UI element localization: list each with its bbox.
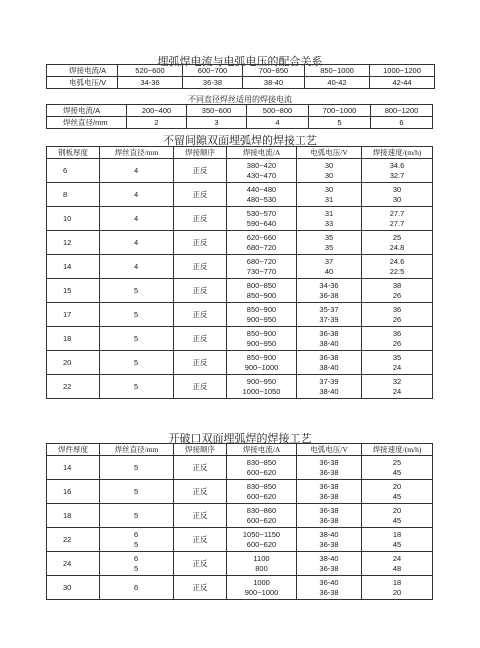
value-cell: 5 bbox=[309, 117, 371, 129]
speed-line: 27.7 bbox=[389, 208, 405, 218]
speed-line: 45 bbox=[392, 539, 402, 549]
sequence-cell: 正反 bbox=[174, 327, 227, 351]
table-row bbox=[47, 456, 433, 480]
voltage-line: 36-38 bbox=[319, 505, 339, 515]
speed-line: 30 bbox=[392, 184, 402, 194]
current-line: 730~770 bbox=[246, 266, 277, 276]
speed-cell bbox=[362, 576, 433, 600]
voltage-line: 36-38 bbox=[319, 457, 339, 467]
diameter-line: 4 bbox=[134, 165, 139, 175]
current-cell bbox=[227, 303, 297, 327]
speed-line: 32.7 bbox=[389, 170, 405, 180]
table-row bbox=[47, 327, 433, 351]
table-row bbox=[47, 303, 433, 327]
thickness-cell: 14 bbox=[47, 456, 100, 480]
current-cell bbox=[227, 207, 297, 231]
sequence-cell: 正反 bbox=[174, 279, 227, 303]
voltage-cell bbox=[297, 279, 362, 303]
current-cell bbox=[227, 327, 297, 351]
current-cell bbox=[227, 183, 297, 207]
value-cell: 800~1200 bbox=[371, 105, 433, 117]
current-line: 380~420 bbox=[246, 160, 277, 170]
diameter-cell bbox=[100, 480, 174, 504]
header-cell: 电弧电压/V bbox=[297, 147, 362, 159]
thickness-cell: 18 bbox=[47, 504, 100, 528]
diameter-line: 4 bbox=[134, 189, 139, 199]
diameter-line: 5 bbox=[134, 539, 139, 549]
speed-cell bbox=[362, 231, 433, 255]
thickness-cell: 30 bbox=[47, 576, 100, 600]
sequence-cell: 正反 bbox=[174, 207, 227, 231]
table-row bbox=[47, 480, 433, 504]
voltage-line: 38-40 bbox=[319, 386, 339, 396]
voltage-cell bbox=[297, 255, 362, 279]
diameter-line: 4 bbox=[134, 237, 139, 247]
sequence-cell: 正反 bbox=[174, 552, 227, 576]
current-cell bbox=[227, 231, 297, 255]
current-line: 800 bbox=[255, 563, 268, 573]
voltage-cell bbox=[297, 183, 362, 207]
speed-line: 24 bbox=[392, 362, 402, 372]
value-cell: 36-38 bbox=[183, 77, 243, 89]
voltage-line: 36-40 bbox=[319, 577, 339, 587]
speed-line: 26 bbox=[392, 290, 402, 300]
value-cell: 3 bbox=[187, 117, 247, 129]
current-cell bbox=[227, 552, 297, 576]
sequence-cell: 正反 bbox=[174, 576, 227, 600]
current-line: 830~860 bbox=[246, 505, 277, 515]
speed-line: 24 bbox=[392, 386, 402, 396]
voltage-line: 38-40 bbox=[319, 553, 339, 563]
diameter-line: 5 bbox=[134, 357, 139, 367]
current-line: 900~950 bbox=[246, 314, 277, 324]
table-row bbox=[47, 576, 433, 600]
current-cell bbox=[227, 279, 297, 303]
current-cell bbox=[227, 456, 297, 480]
row-header-cell: 焊接电流/A bbox=[47, 105, 127, 117]
speed-cell bbox=[362, 456, 433, 480]
current-cell bbox=[227, 255, 297, 279]
current-line: 480~530 bbox=[246, 194, 277, 204]
thickness-cell: 10 bbox=[47, 207, 100, 231]
header-cell: 焊丝直径/mm bbox=[100, 147, 174, 159]
speed-line: 20 bbox=[392, 481, 402, 491]
voltage-line: 31 bbox=[324, 208, 334, 218]
voltage-cell bbox=[297, 576, 362, 600]
thickness-cell: 15 bbox=[47, 279, 100, 303]
speed-line: 18 bbox=[392, 577, 402, 587]
table-row bbox=[47, 552, 433, 576]
diameter-cell bbox=[100, 327, 174, 351]
voltage-line: 36-38 bbox=[319, 467, 339, 477]
table2-title: 不同直径焊丝适用的焊接电流 bbox=[188, 95, 292, 104]
value-cell: 500~800 bbox=[247, 105, 309, 117]
voltage-line: 30 bbox=[324, 184, 334, 194]
diameter-line: 5 bbox=[134, 510, 139, 520]
voltage-line: 36-38 bbox=[319, 481, 339, 491]
voltage-line: 34-36 bbox=[319, 280, 339, 290]
diameter-cell bbox=[100, 255, 174, 279]
current-line: 1050~1150 bbox=[242, 529, 281, 539]
value-cell: 34-36 bbox=[118, 77, 183, 89]
speed-line: 32 bbox=[392, 376, 402, 386]
value-cell: 1000~1200 bbox=[370, 65, 435, 77]
diameter-line: 4 bbox=[134, 261, 139, 271]
table4-title: 开破口双面埋弧焊的焊接工艺 bbox=[168, 433, 312, 445]
thickness-cell: 8 bbox=[47, 183, 100, 207]
speed-line: 38 bbox=[392, 280, 402, 290]
diameter-line: 6 bbox=[134, 529, 139, 539]
current-line: 850~900 bbox=[246, 352, 277, 362]
header-cell: 焊丝直径/mm bbox=[100, 444, 174, 456]
speed-line: 26 bbox=[392, 314, 402, 324]
voltage-line: 30 bbox=[324, 170, 334, 180]
speed-line: 25 bbox=[392, 232, 402, 242]
current-line: 850~900 bbox=[246, 290, 277, 300]
speed-line: 35 bbox=[392, 352, 402, 362]
speed-line: 24.8 bbox=[389, 242, 405, 252]
diameter-cell bbox=[100, 207, 174, 231]
diameter-cell bbox=[100, 375, 174, 399]
header-cell: 焊接电流/A bbox=[227, 147, 297, 159]
thickness-cell: 20 bbox=[47, 351, 100, 375]
voltage-cell bbox=[297, 159, 362, 183]
voltage-line: 35-37 bbox=[319, 304, 339, 314]
voltage-cell bbox=[297, 303, 362, 327]
voltage-line: 37 bbox=[324, 256, 334, 266]
diameter-cell bbox=[100, 303, 174, 327]
diameter-line: 5 bbox=[134, 333, 139, 343]
value-cell: 40-42 bbox=[305, 77, 370, 89]
diameter-line: 5 bbox=[134, 381, 139, 391]
voltage-cell bbox=[297, 552, 362, 576]
table-row bbox=[47, 255, 433, 279]
thickness-cell: 12 bbox=[47, 231, 100, 255]
current-cell bbox=[227, 480, 297, 504]
diameter-line: 6 bbox=[134, 582, 139, 592]
voltage-line: 36-38 bbox=[319, 290, 339, 300]
voltage-cell bbox=[297, 480, 362, 504]
speed-line: 45 bbox=[392, 515, 402, 525]
sequence-cell: 正反 bbox=[174, 375, 227, 399]
value-cell: 700~1000 bbox=[309, 105, 371, 117]
diameter-cell bbox=[100, 183, 174, 207]
voltage-line: 37-39 bbox=[319, 314, 339, 324]
table-row bbox=[47, 65, 435, 77]
value-cell: 350~600 bbox=[187, 105, 247, 117]
current-line: 440~480 bbox=[246, 184, 277, 194]
thickness-cell: 22 bbox=[47, 528, 100, 552]
speed-cell bbox=[362, 159, 433, 183]
current-cell bbox=[227, 351, 297, 375]
speed-line: 36 bbox=[392, 328, 402, 338]
value-cell: 4 bbox=[247, 117, 309, 129]
current-line: 680~720 bbox=[246, 256, 277, 266]
header-cell: 焊接速度/(m/h) bbox=[362, 444, 433, 456]
voltage-line: 36-38 bbox=[319, 587, 339, 597]
thickness-cell: 14 bbox=[47, 255, 100, 279]
value-cell: 38-40 bbox=[243, 77, 305, 89]
speed-cell bbox=[362, 480, 433, 504]
header-cell: 焊接速度/(m/h) bbox=[362, 147, 433, 159]
speed-cell bbox=[362, 504, 433, 528]
diameter-cell bbox=[100, 231, 174, 255]
table-row bbox=[47, 528, 433, 552]
thickness-cell: 18 bbox=[47, 327, 100, 351]
value-cell: 520~600 bbox=[118, 65, 183, 77]
sequence-cell: 正反 bbox=[174, 231, 227, 255]
diameter-line: 5 bbox=[134, 486, 139, 496]
voltage-line: 38-40 bbox=[319, 362, 339, 372]
table3-title: 不留间隙双面埋弧焊的焊接工艺 bbox=[163, 135, 317, 147]
speed-line: 45 bbox=[392, 467, 402, 477]
speed-line: 45 bbox=[392, 491, 402, 501]
voltage-line: 31 bbox=[324, 194, 334, 204]
diameter-cell bbox=[100, 576, 174, 600]
table-row bbox=[47, 183, 433, 207]
diameter-line: 5 bbox=[134, 309, 139, 319]
voltage-cell bbox=[297, 504, 362, 528]
sequence-cell: 正反 bbox=[174, 456, 227, 480]
diameter-line: 6 bbox=[134, 553, 139, 563]
row-header-cell: 焊接电流/A bbox=[47, 65, 118, 77]
voltage-cell bbox=[297, 327, 362, 351]
sequence-cell: 正反 bbox=[174, 303, 227, 327]
sequence-cell: 正反 bbox=[174, 480, 227, 504]
current-line: 1100 bbox=[253, 553, 270, 563]
current-line: 620~660 bbox=[246, 232, 277, 242]
diameter-cell bbox=[100, 456, 174, 480]
row-header-cell: 焊丝直径/mm bbox=[47, 117, 127, 129]
current-line: 600~620 bbox=[246, 515, 277, 525]
voltage-cell bbox=[297, 207, 362, 231]
table-row bbox=[47, 504, 433, 528]
voltage-line: 40 bbox=[324, 266, 334, 276]
row-header-cell: 电弧电压/V bbox=[47, 77, 118, 89]
table-row bbox=[47, 117, 433, 129]
header-cell: 焊接顺序 bbox=[174, 147, 227, 159]
diameter-line: 5 bbox=[134, 285, 139, 295]
header-cell: 焊接电流/A bbox=[227, 444, 297, 456]
voltage-cell bbox=[297, 375, 362, 399]
speed-cell bbox=[362, 303, 433, 327]
current-cell bbox=[227, 504, 297, 528]
thickness-cell: 6 bbox=[47, 159, 100, 183]
table1-title: 埋弧焊电流与电弧电压的配合关系 bbox=[157, 56, 323, 68]
current-line: 600~620 bbox=[246, 467, 277, 477]
speed-line: 30 bbox=[392, 194, 402, 204]
voltage-line: 33 bbox=[324, 218, 334, 228]
value-cell: 2 bbox=[127, 117, 187, 129]
table-row bbox=[47, 77, 435, 89]
thickness-cell: 22 bbox=[47, 375, 100, 399]
current-line: 830~850 bbox=[246, 481, 277, 491]
voltage-line: 36-38 bbox=[319, 515, 339, 525]
sequence-cell: 正反 bbox=[174, 504, 227, 528]
table-row bbox=[47, 231, 433, 255]
current-line: 1000 bbox=[253, 577, 270, 587]
diameter-cell bbox=[100, 159, 174, 183]
thickness-cell: 17 bbox=[47, 303, 100, 327]
header-cell: 焊件厚度 bbox=[47, 444, 100, 456]
voltage-line: 35 bbox=[324, 232, 334, 242]
table-row bbox=[47, 207, 433, 231]
header-row bbox=[47, 444, 433, 456]
speed-line: 24.6 bbox=[389, 256, 405, 266]
speed-line: 20 bbox=[392, 505, 402, 515]
voltage-line: 36-38 bbox=[319, 352, 339, 362]
diameter-cell bbox=[100, 351, 174, 375]
speed-line: 36 bbox=[392, 304, 402, 314]
diameter-cell bbox=[100, 504, 174, 528]
current-line: 680~720 bbox=[246, 242, 277, 252]
thickness-cell: 16 bbox=[47, 480, 100, 504]
thickness-cell: 24 bbox=[47, 552, 100, 576]
current-line: 900~950 bbox=[246, 338, 277, 348]
current-cell bbox=[227, 375, 297, 399]
current-line: 1000~1050 bbox=[242, 386, 281, 396]
speed-line: 48 bbox=[392, 563, 402, 573]
table-row bbox=[47, 105, 433, 117]
value-cell: 600~700 bbox=[183, 65, 243, 77]
current-line: 850~900 bbox=[246, 304, 277, 314]
current-line: 530~570 bbox=[246, 208, 277, 218]
sequence-cell: 正反 bbox=[174, 528, 227, 552]
voltage-cell bbox=[297, 231, 362, 255]
speed-line: 25 bbox=[392, 457, 402, 467]
speed-cell bbox=[362, 255, 433, 279]
speed-line: 24 bbox=[392, 553, 402, 563]
current-line: 600~620 bbox=[246, 539, 277, 549]
speed-cell bbox=[362, 552, 433, 576]
header-cell: 焊接顺序 bbox=[174, 444, 227, 456]
groove-welding-table bbox=[46, 443, 433, 600]
voltage-line: 36-38 bbox=[319, 328, 339, 338]
speed-cell bbox=[362, 183, 433, 207]
voltage-line: 30 bbox=[324, 160, 334, 170]
table-row bbox=[47, 375, 433, 399]
current-cell bbox=[227, 576, 297, 600]
speed-line: 22.5 bbox=[389, 266, 405, 276]
voltage-line: 36-38 bbox=[319, 491, 339, 501]
speed-line: 34.6 bbox=[389, 160, 405, 170]
current-cell bbox=[227, 159, 297, 183]
voltage-line: 37-39 bbox=[319, 376, 339, 386]
speed-cell bbox=[362, 207, 433, 231]
sequence-cell: 正反 bbox=[174, 351, 227, 375]
table-row bbox=[47, 279, 433, 303]
no-gap-welding-table bbox=[46, 146, 433, 399]
value-cell: 850~1000 bbox=[305, 65, 370, 77]
value-cell: 700~850 bbox=[243, 65, 305, 77]
sequence-cell: 正反 bbox=[174, 255, 227, 279]
voltage-line: 35 bbox=[324, 242, 334, 252]
current-line: 590~640 bbox=[246, 218, 277, 228]
current-line: 830~850 bbox=[246, 457, 277, 467]
sequence-cell: 正反 bbox=[174, 183, 227, 207]
diameter-cell bbox=[100, 279, 174, 303]
value-cell: 42-44 bbox=[370, 77, 435, 89]
voltage-line: 36-38 bbox=[319, 539, 339, 549]
current-line: 900~1000 bbox=[244, 587, 279, 597]
header-row bbox=[47, 147, 433, 159]
table-row bbox=[47, 159, 433, 183]
voltage-cell bbox=[297, 528, 362, 552]
current-line: 600~620 bbox=[246, 491, 277, 501]
header-cell: 钢板厚度 bbox=[47, 147, 100, 159]
current-line: 900~950 bbox=[246, 376, 277, 386]
diameter-line: 5 bbox=[134, 462, 139, 472]
current-voltage-table bbox=[46, 64, 435, 89]
current-line: 850~900 bbox=[246, 328, 277, 338]
diameter-line: 5 bbox=[134, 563, 139, 573]
diameter-cell bbox=[100, 552, 174, 576]
speed-cell bbox=[362, 375, 433, 399]
table-row bbox=[47, 351, 433, 375]
value-cell: 200~400 bbox=[127, 105, 187, 117]
current-cell bbox=[227, 528, 297, 552]
speed-line: 18 bbox=[392, 529, 402, 539]
current-line: 900~1000 bbox=[244, 362, 279, 372]
voltage-line: 36-38 bbox=[319, 563, 339, 573]
voltage-line: 38-40 bbox=[319, 529, 339, 539]
speed-line: 27.7 bbox=[389, 218, 405, 228]
header-cell: 电弧电压/V bbox=[297, 444, 362, 456]
speed-cell bbox=[362, 279, 433, 303]
voltage-cell bbox=[297, 351, 362, 375]
speed-line: 26 bbox=[392, 338, 402, 348]
diameter-line: 4 bbox=[134, 213, 139, 223]
wire-diameter-current-table bbox=[46, 104, 433, 129]
speed-cell bbox=[362, 528, 433, 552]
speed-cell bbox=[362, 351, 433, 375]
speed-cell bbox=[362, 327, 433, 351]
voltage-cell bbox=[297, 456, 362, 480]
current-line: 800~850 bbox=[246, 280, 277, 290]
value-cell: 6 bbox=[371, 117, 433, 129]
diameter-cell bbox=[100, 528, 174, 552]
current-line: 430~470 bbox=[246, 170, 277, 180]
speed-line: 20 bbox=[392, 587, 402, 597]
sequence-cell: 正反 bbox=[174, 159, 227, 183]
voltage-line: 38-40 bbox=[319, 338, 339, 348]
